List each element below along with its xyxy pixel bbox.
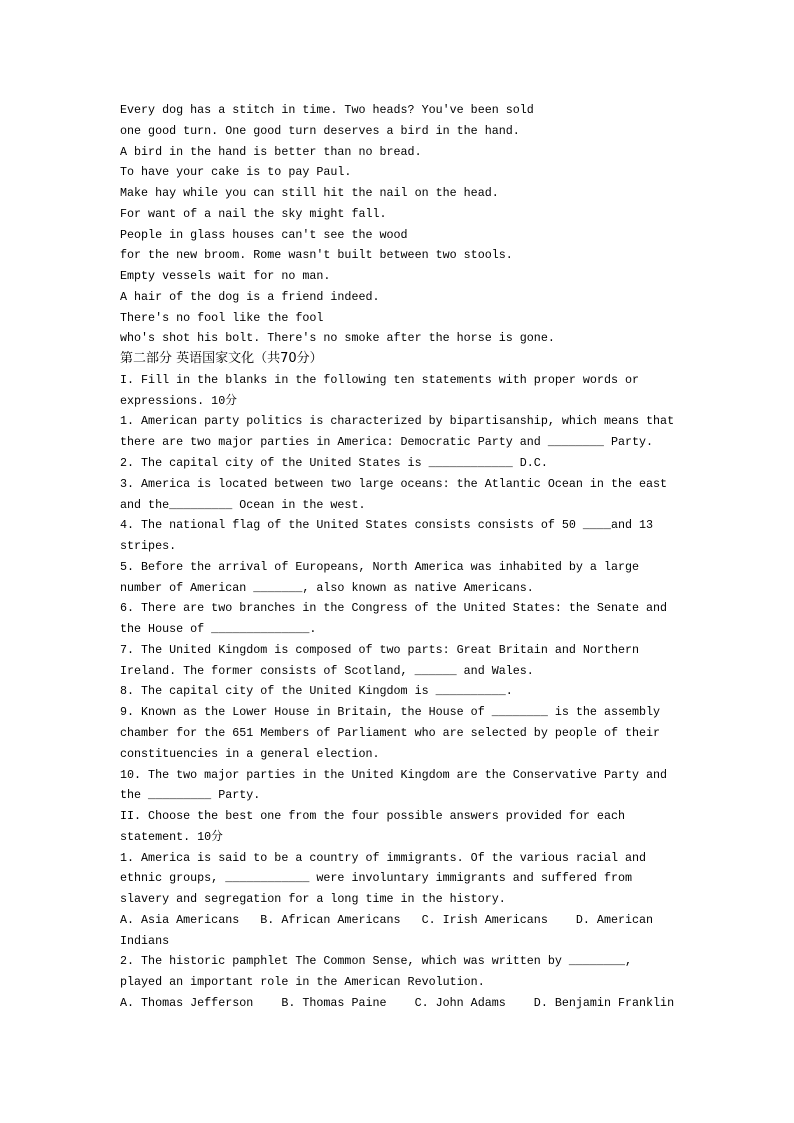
proverb-line: There's no fool like the fool bbox=[120, 310, 324, 325]
question-line: I. Fill in the blanks in the following ten statements with proper words or bbox=[120, 372, 640, 387]
proverb-line: For want of a nail the sky might fall. bbox=[120, 206, 387, 221]
question-line: statement. 10分 bbox=[120, 829, 223, 844]
proverb-line: A bird in the hand is better than no bread. bbox=[120, 144, 422, 159]
question-line: 3. America is located between two large oceans: the Atlantic Ocean in the east bbox=[120, 476, 668, 491]
question-line: 2. The capital city of the United States is ____________ D.C. bbox=[120, 456, 548, 471]
proverb-line: who's shot his bolt. There's no smoke after the horse is gone. bbox=[120, 331, 555, 346]
question-line: 2. The historic pamphlet The Common Sense, which was written by ________, bbox=[120, 954, 632, 969]
question-line: 4. The national flag of the United States consists consists of 50 ____and 13 bbox=[120, 518, 654, 533]
question-line: ethnic groups, ____________ were involuntary immigrants and suffered from bbox=[120, 871, 632, 886]
section-heading: 第二部分 英语国家文化（共70分） bbox=[120, 351, 323, 367]
proverb-line: for the new broom. Rome wasn't built between two stools. bbox=[120, 248, 513, 263]
question-line: expressions. 10分 bbox=[120, 393, 237, 408]
document-page bbox=[120, 100, 680, 1014]
fill-in-blanks-section bbox=[120, 370, 680, 806]
proverb-line: one good turn. One good turn deserves a bird in the hand. bbox=[120, 123, 520, 138]
question-line: and the_________ Ocean in the west. bbox=[120, 497, 366, 512]
multiple-choice-section bbox=[120, 806, 680, 1014]
question-line: 7. The United Kingdom is composed of two parts: Great Britain and Northern bbox=[120, 642, 640, 657]
question-line: 9. Known as the Lower House in Britain, the House of ________ is the assembly bbox=[120, 705, 661, 720]
question-line: 5. Before the arrival of Europeans, North America was inhabited by a large bbox=[120, 559, 640, 574]
proverb-line: People in glass houses can't see the wood bbox=[120, 227, 408, 242]
question-line: Indians bbox=[120, 933, 170, 948]
proverb-line: Make hay while you can still hit the nail on the head. bbox=[120, 186, 499, 201]
proverb-line: Empty vessels wait for no man. bbox=[120, 269, 331, 284]
question-line: 6. There are two branches in the Congress of the United States: the Senate and bbox=[120, 601, 668, 616]
question-line: Ireland. The former consists of Scotland, ______ and Wales. bbox=[120, 663, 534, 678]
question-line: the _________ Party. bbox=[120, 788, 261, 803]
question-line: played an important role in the American Revolution. bbox=[120, 975, 485, 990]
proverbs-passage bbox=[120, 100, 680, 349]
proverb-line: Every dog has a stitch in time. Two heads? You've been sold bbox=[120, 103, 534, 117]
question-line: the House of ______________. bbox=[120, 622, 317, 637]
question-line: slavery and segregation for a long time in the history. bbox=[120, 892, 506, 907]
proverb-line: To have your cake is to pay Paul. bbox=[120, 165, 352, 180]
question-line: 1. America is said to be a country of immigrants. Of the various racial and bbox=[120, 850, 647, 865]
question-line: number of American _______, also known as native Americans. bbox=[120, 580, 534, 595]
question-line: A. Thomas Jefferson B. Thomas Paine C. John Adams D. Benjamin Franklin bbox=[120, 995, 675, 1010]
question-line: constituencies in a general election. bbox=[120, 746, 380, 761]
question-line: there are two major parties in America: Democratic Party and ________ Party. bbox=[120, 435, 654, 450]
question-line: A. Asia Americans B. African Americans C. Irish Americans D. American bbox=[120, 912, 654, 927]
question-line: 1. American party politics is characterized by bipartisanship, which means that bbox=[120, 414, 675, 429]
question-line: chamber for the 651 Members of Parliament who are selected by people of their bbox=[120, 725, 661, 740]
question-line: 8. The capital city of the United Kingdom is __________. bbox=[120, 684, 513, 699]
question-line: stripes. bbox=[120, 539, 177, 554]
question-line: 10. The two major parties in the United Kingdom are the Conservative Party and bbox=[120, 767, 668, 782]
question-line: II. Choose the best one from the four possible answers provided for each bbox=[120, 809, 625, 824]
proverb-line: A hair of the dog is a friend indeed. bbox=[120, 289, 380, 304]
